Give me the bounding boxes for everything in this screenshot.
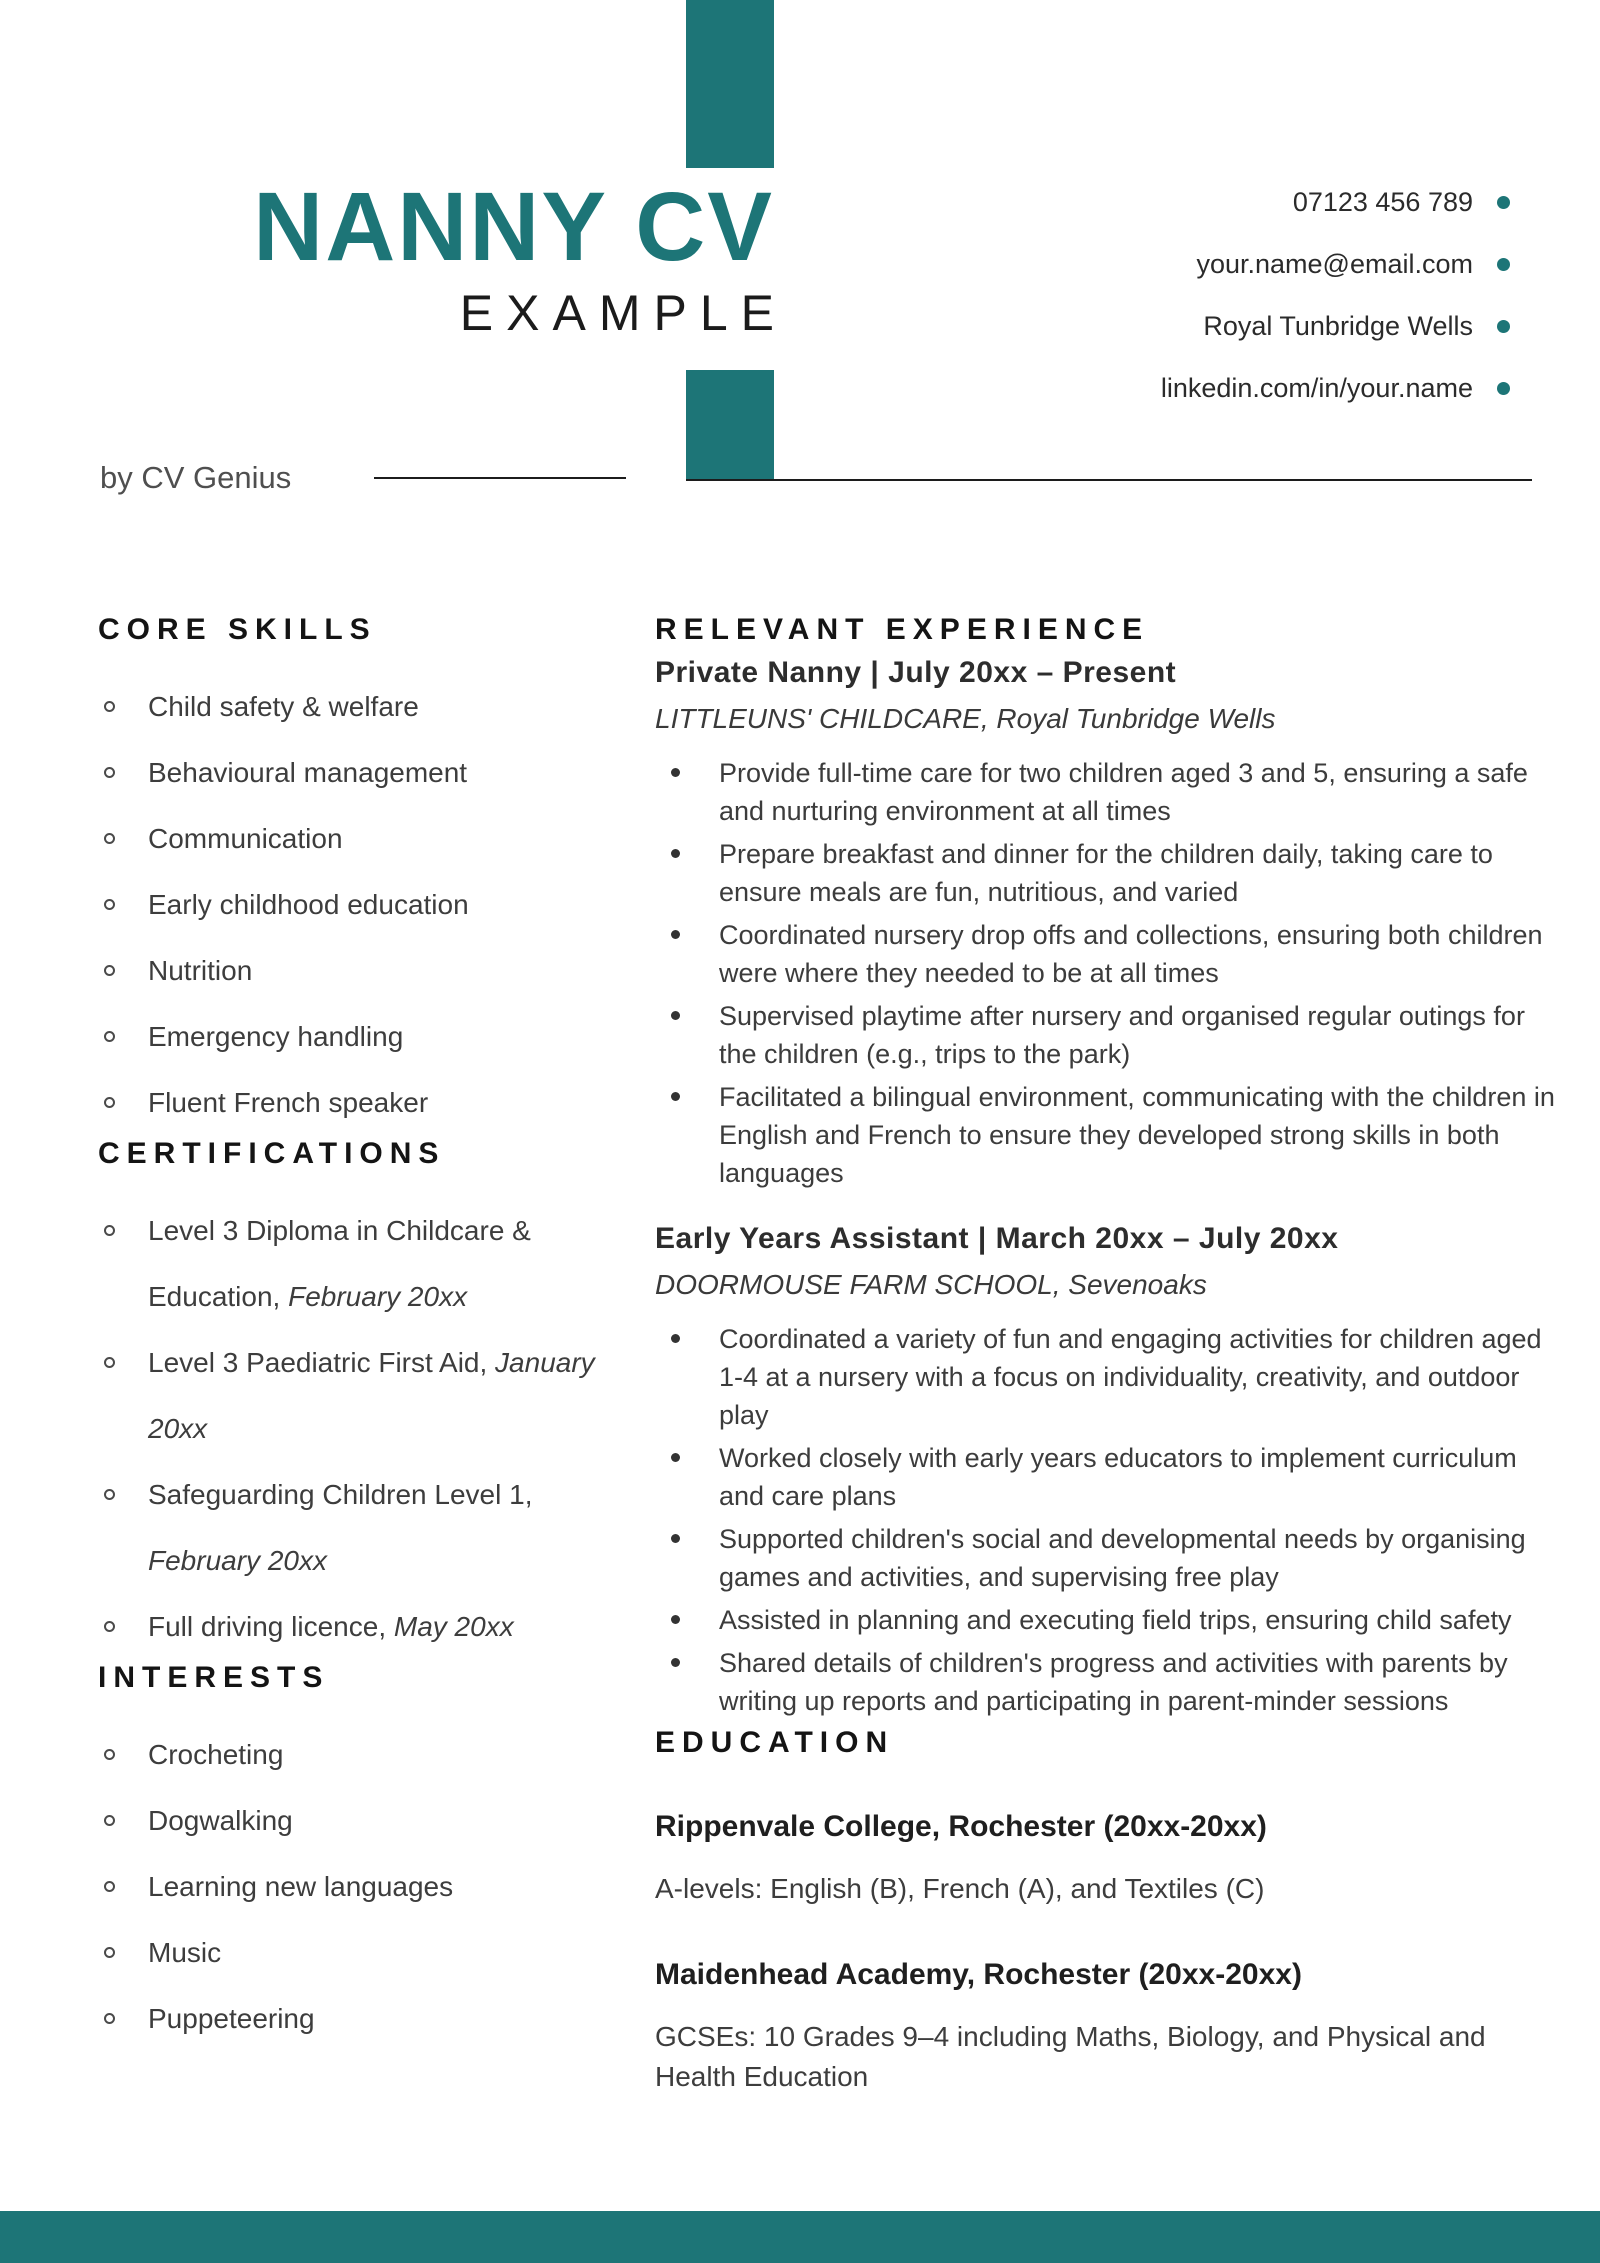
bullet-icon xyxy=(671,768,680,777)
bullet-icon xyxy=(671,1334,680,1343)
right-column xyxy=(655,612,1555,2097)
list-item xyxy=(655,997,1555,1073)
bullet-icon xyxy=(104,1225,115,1236)
contact-list xyxy=(1161,171,1510,419)
bullet-icon xyxy=(104,1947,115,1958)
bullet-icon xyxy=(671,1453,680,1462)
byline: by CV Genius xyxy=(100,460,292,495)
school-entry xyxy=(655,1957,1555,2097)
list-item xyxy=(98,1854,618,1920)
list-item-text: Learning new languages xyxy=(148,1871,454,1902)
bullet-icon xyxy=(1497,320,1510,333)
bullet-icon xyxy=(104,767,115,778)
job-title: Private Nanny | July 20xx – Present xyxy=(655,656,1177,689)
footer-accent-bar xyxy=(0,2211,1600,2263)
list-item xyxy=(1161,295,1510,357)
list-item xyxy=(98,1070,618,1136)
list-item xyxy=(655,1078,1555,1192)
header-divider xyxy=(686,479,1532,481)
bullet-icon xyxy=(104,965,115,976)
list-item-text: Shared details of children's progress and activities with parents by writing up reports and participating in parent-minder sessions xyxy=(719,1648,1508,1716)
education-heading: EDUCATION xyxy=(655,1726,895,1759)
list-item xyxy=(655,1520,1555,1596)
list-item-text: Crocheting xyxy=(148,1739,284,1770)
list-item xyxy=(98,1462,618,1594)
school-detail: GCSEs: 10 Grades 9–4 including Maths, Biology, and Physical and Health Education xyxy=(655,2021,1486,2092)
list-item-text: Safeguarding Children Level 1, February 20xx xyxy=(148,1479,533,1576)
list-item xyxy=(655,754,1555,830)
list-item xyxy=(655,835,1555,911)
school-name: Maidenhead Academy, Rochester (20xx-20xx) xyxy=(655,1958,1302,1991)
list-item xyxy=(98,674,618,740)
job-title: Early Years Assistant | March 20xx – July 20xx xyxy=(655,1222,1339,1255)
bullet-icon xyxy=(104,1097,115,1108)
bullet-icon xyxy=(671,1011,680,1020)
list-item xyxy=(655,1439,1555,1515)
page-subtitle: EXAMPLE xyxy=(459,285,787,341)
interests-heading: INTERESTS xyxy=(98,1661,330,1694)
list-item-text: Dogwalking xyxy=(148,1805,293,1836)
bullet-icon xyxy=(671,1534,680,1543)
page-title: NANNY CV xyxy=(253,172,774,281)
list-item xyxy=(98,1594,618,1660)
school-detail: A-levels: English (B), French (A), and Textiles (C) xyxy=(655,1873,1265,1904)
bullet-icon xyxy=(671,849,680,858)
list-item xyxy=(98,1788,618,1854)
bullet-icon xyxy=(671,1092,680,1101)
list-item-text: your.name@email.com xyxy=(1196,248,1473,279)
list-item-text: Child safety & welfare xyxy=(148,691,419,722)
job-entry xyxy=(655,656,1555,1192)
list-item-text: Emergency handling xyxy=(148,1021,404,1052)
list-item xyxy=(98,1920,618,1986)
list-item xyxy=(98,1198,618,1330)
bullet-icon xyxy=(671,1615,680,1624)
bullet-icon xyxy=(104,1031,115,1042)
school-entry xyxy=(655,1809,1555,1909)
job-entry xyxy=(655,1222,1555,1720)
certifications-list xyxy=(98,1198,618,1660)
list-item xyxy=(98,1722,618,1788)
list-item-text: Worked closely with early years educators to implement curriculum and care plans xyxy=(719,1443,1517,1511)
accent-bar-mid xyxy=(686,370,774,481)
list-item-text: Early childhood education xyxy=(148,889,469,920)
bullet-icon xyxy=(1497,382,1510,395)
job-bullet-list xyxy=(655,1320,1555,1720)
bullet-icon xyxy=(104,899,115,910)
list-item-text: Coordinated a variety of fun and engaging activities for children aged 1-4 at a nursery with a focus on individuality, creativity, and outdoor play xyxy=(719,1324,1542,1430)
list-item xyxy=(98,938,618,1004)
list-item xyxy=(98,1330,618,1462)
bullet-icon xyxy=(104,2013,115,2024)
list-item-text: Coordinated nursery drop offs and collections, ensuring both children were where they needed to be at all times xyxy=(719,920,1543,988)
left-column xyxy=(98,612,618,2052)
list-item-text: Level 3 Paediatric First Aid, January 20xx xyxy=(148,1347,595,1444)
accent-bar-top xyxy=(686,0,774,168)
bullet-icon xyxy=(104,1815,115,1826)
bullet-icon xyxy=(671,930,680,939)
interests-list xyxy=(98,1722,618,2052)
list-item xyxy=(98,740,618,806)
certifications-heading: CERTIFICATIONS xyxy=(98,1137,446,1170)
list-item xyxy=(655,916,1555,992)
list-item-text: Level 3 Diploma in Childcare & Education, February 20xx xyxy=(148,1215,531,1312)
bullet-icon xyxy=(104,1881,115,1892)
list-item xyxy=(1161,171,1510,233)
bullet-icon xyxy=(104,1621,115,1632)
list-item-text: linkedin.com/in/your.name xyxy=(1160,372,1473,403)
bullet-icon xyxy=(104,1489,115,1500)
list-item-text: Provide full-time care for two children aged 3 and 5, ensuring a safe and nurturing environment at all times xyxy=(719,758,1528,826)
core-skills-heading: CORE SKILLS xyxy=(98,613,377,646)
list-item xyxy=(98,1986,618,2052)
list-item xyxy=(98,872,618,938)
list-item xyxy=(98,1004,618,1070)
list-item xyxy=(655,1320,1555,1434)
bullet-icon xyxy=(104,833,115,844)
list-item-text: Full driving licence, May 20xx xyxy=(148,1611,514,1642)
list-item-text: Assisted in planning and executing field trips, ensuring child safety xyxy=(719,1605,1512,1635)
list-item xyxy=(1161,233,1510,295)
bullet-icon xyxy=(671,1658,680,1667)
job-company: LITTLEUNS' CHILDCARE, Royal Tunbridge Wells xyxy=(655,703,1276,734)
list-item-text: Royal Tunbridge Wells xyxy=(1203,310,1473,341)
list-item-text: Supervised playtime after nursery and organised regular outings for the children (e.g., trips to the park) xyxy=(719,1001,1525,1069)
list-item-text: Prepare breakfast and dinner for the children daily, taking care to ensure meals are fun, nutritious, and varied xyxy=(719,839,1493,907)
list-item-text: Communication xyxy=(148,823,343,854)
core-skills-list xyxy=(98,674,618,1136)
bullet-icon xyxy=(1497,196,1510,209)
byline-divider xyxy=(374,477,626,479)
experience-heading: RELEVANT EXPERIENCE xyxy=(655,613,1150,646)
list-item-text: Behavioural management xyxy=(148,757,468,788)
list-item-text: Facilitated a bilingual environment, communicating with the children in English and French to ensure they developed strong skills in both languages xyxy=(719,1082,1555,1188)
list-item-text: 07123 456 789 xyxy=(1292,186,1473,217)
list-item xyxy=(98,806,618,872)
job-company: DOORMOUSE FARM SCHOOL, Sevenoaks xyxy=(655,1269,1207,1300)
job-bullet-list xyxy=(655,754,1555,1192)
list-item-text: Nutrition xyxy=(148,955,253,986)
list-item-text: Music xyxy=(148,1937,222,1968)
bullet-icon xyxy=(104,1749,115,1760)
list-item-text: Fluent French speaker xyxy=(148,1087,429,1118)
list-item-text: Supported children's social and developmental needs by organising games and activities, and supervising free play xyxy=(719,1524,1526,1592)
list-item-text: Puppeteering xyxy=(148,2003,315,2034)
bullet-icon xyxy=(104,701,115,712)
list-item xyxy=(655,1644,1555,1720)
bullet-icon xyxy=(1497,258,1510,271)
school-name: Rippenvale College, Rochester (20xx-20xx) xyxy=(655,1810,1267,1843)
list-item xyxy=(1161,357,1510,419)
bullet-icon xyxy=(104,1357,115,1368)
list-item xyxy=(655,1601,1555,1639)
